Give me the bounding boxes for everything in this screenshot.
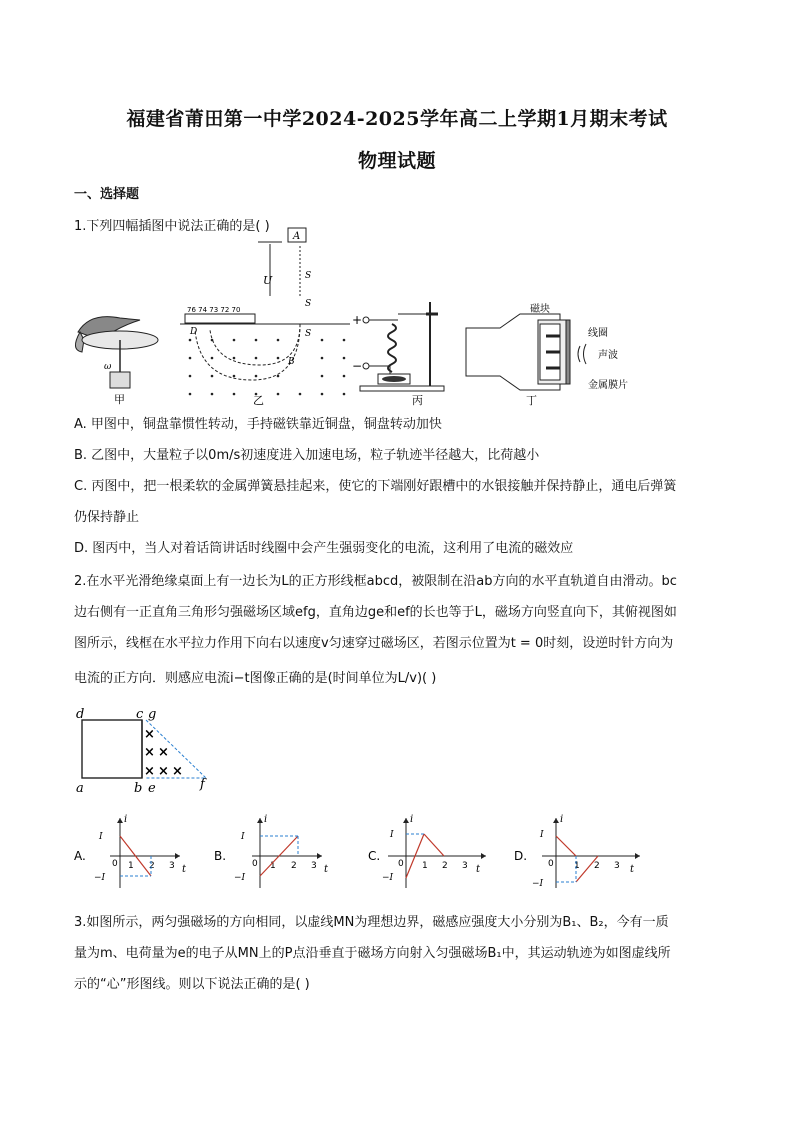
q1-figures [60, 231, 700, 410]
cross-mark: × [144, 727, 155, 742]
svg-text:−I: −I [94, 873, 106, 883]
svg-text:2: 2 [149, 861, 155, 871]
svg-text:I: I [99, 832, 103, 842]
fig-label-jia: 甲 [114, 393, 125, 406]
label-B: B [288, 357, 295, 367]
svg-text:0: 0 [548, 859, 554, 869]
document-subtitle: 物理试题 [357, 150, 436, 172]
svg-text:I: I [241, 832, 245, 842]
sound-label: 声波 [598, 350, 618, 361]
svg-text:1: 1 [128, 861, 134, 871]
q2-graph-options [70, 812, 670, 892]
svg-text:1: 1 [270, 861, 276, 871]
q1-option-b: B. 乙图中，大量粒子以0m/s初速度进入加速电场，粒子轨迹半径越大，比荷越小 [74, 448, 540, 463]
section-heading: 一、选择题 [74, 187, 140, 202]
graph-c [368, 814, 486, 888]
svg-text:t: t [182, 864, 187, 875]
label-S1: S [305, 271, 312, 281]
svg-text:3: 3 [614, 861, 620, 871]
svg-text:t: t [630, 864, 635, 875]
q2-line-1: 2.在水平光滑绝缘桌面上有一边长为L的正方形线框abcd，被限制在沿ab方向的水平直轨道自由滑动。bc [74, 574, 677, 589]
omega-label: ω [104, 362, 112, 372]
q1-option-c: C. 丙图中，把一根柔软的金属弹簧悬挂起来，使它的下端刚好跟槽中的水银接触并保持静止，通电后弹簧 [74, 479, 677, 494]
label-b: b [134, 781, 143, 796]
magnet-label: 磁块 [530, 304, 550, 315]
label-c: c [136, 707, 144, 722]
svg-text:1: 1 [574, 861, 580, 871]
q3-line-1: 3.如图所示，两匀强磁场的方向相同，以虚线MN为理想边界，磁感应强度大小分别为B₁、B₂，今有一质 [74, 915, 669, 930]
q1-option-c-cont: 仍保持静止 [74, 510, 140, 525]
option-label-c: C. [368, 849, 381, 863]
svg-text:2: 2 [291, 861, 297, 871]
label-A: A [293, 231, 301, 242]
svg-text:I: I [390, 830, 394, 840]
cross-mark: × [172, 764, 183, 779]
cross-mark: × [158, 745, 169, 760]
scale-label: 76 74 73 72 70 [187, 306, 241, 314]
svg-text:3: 3 [311, 861, 317, 871]
graph-b [214, 814, 329, 888]
option-label-b: B. [214, 849, 227, 863]
svg-text:i: i [410, 814, 414, 825]
option-label-d: D. [514, 849, 528, 863]
graph-d [514, 814, 640, 889]
fig-ding [466, 302, 628, 407]
label-S2: S [305, 299, 312, 309]
svg-text:t: t [324, 864, 329, 875]
q1-option-a: A. 甲图中，铜盘靠惯性转动，手持磁铁靠近铜盘，铜盘转动加快 [74, 417, 442, 432]
fig-label-bing: 丙 [412, 394, 423, 407]
svg-text:2: 2 [442, 861, 448, 871]
label-e: e [148, 781, 156, 796]
coil-label: 线圈 [588, 328, 608, 339]
label-U: U [263, 274, 273, 287]
cross-mark: × [158, 764, 169, 779]
option-label-a: A. [74, 849, 86, 863]
fig-bing [352, 302, 444, 407]
q2-line-3: 图所示，线框在水平拉力作用下向右以速度v匀速穿过磁场区，若图示位置为t = 0时刻，设逆时针方向为 [74, 636, 674, 651]
svg-text:0: 0 [398, 859, 404, 869]
svg-text:i: i [124, 814, 128, 825]
svg-text:I: I [540, 830, 544, 840]
fig-yi [180, 228, 350, 407]
fig-label-yi: 乙 [253, 394, 264, 407]
label-f: f [200, 777, 205, 792]
label-g: g [148, 707, 157, 722]
svg-text:0: 0 [252, 859, 258, 869]
q2-line-2: 边右侧有一正直角三角形匀强磁场区域efg，直角边ge和ef的长也等于L，磁场方向竖直向下，其俯视图如 [74, 605, 677, 620]
q1-stem: 1.下列四幅插图中说法正确的是( ) [74, 219, 270, 234]
svg-text:3: 3 [462, 861, 468, 871]
label-D: D [190, 327, 198, 337]
q1-option-d: D. 图丙中，当人对着话筒讲话时线圈中会产生强弱变化的电流，这利用了电流的磁效应 [74, 541, 574, 556]
graph-a [74, 814, 187, 888]
label-S3: S [305, 329, 312, 339]
plus-sign: + [352, 313, 363, 327]
fig-label-ding: 丁 [526, 394, 537, 407]
document-title: 福建省莆田第一中学2024-2025学年高二上学期1月期末考试 [126, 108, 668, 130]
svg-text:3: 3 [169, 861, 175, 871]
svg-text:i: i [560, 814, 564, 825]
svg-text:−I: −I [234, 873, 246, 883]
svg-text:t: t [476, 864, 481, 875]
svg-text:1: 1 [422, 861, 428, 871]
svg-text:−I: −I [382, 873, 394, 883]
svg-text:i: i [264, 814, 268, 825]
svg-text:−I: −I [532, 879, 544, 889]
fig-jia [75, 317, 158, 406]
svg-text:0: 0 [112, 859, 118, 869]
q2-figure [70, 700, 220, 800]
svg-text:2: 2 [594, 861, 600, 871]
q3-line-2: 量为m、电荷量为e的电子从MN上的P点沿垂直于磁场方向射入匀强磁场B₁中，其运动轨迹为如图虚线所 [74, 946, 671, 961]
label-a: a [76, 781, 84, 796]
label-d: d [76, 707, 85, 722]
cross-mark: × [144, 764, 155, 779]
minus-sign: − [352, 359, 363, 373]
q3-line-3: 示的“心”形图线。则以下说法正确的是( ) [74, 977, 310, 992]
membrane-label: 金属膜片 [588, 380, 628, 391]
q2-line-4: 电流的正方向．则感应电流i−t图像正确的是(时间单位为L/v)( ) [74, 671, 437, 686]
cross-mark: × [144, 745, 155, 760]
